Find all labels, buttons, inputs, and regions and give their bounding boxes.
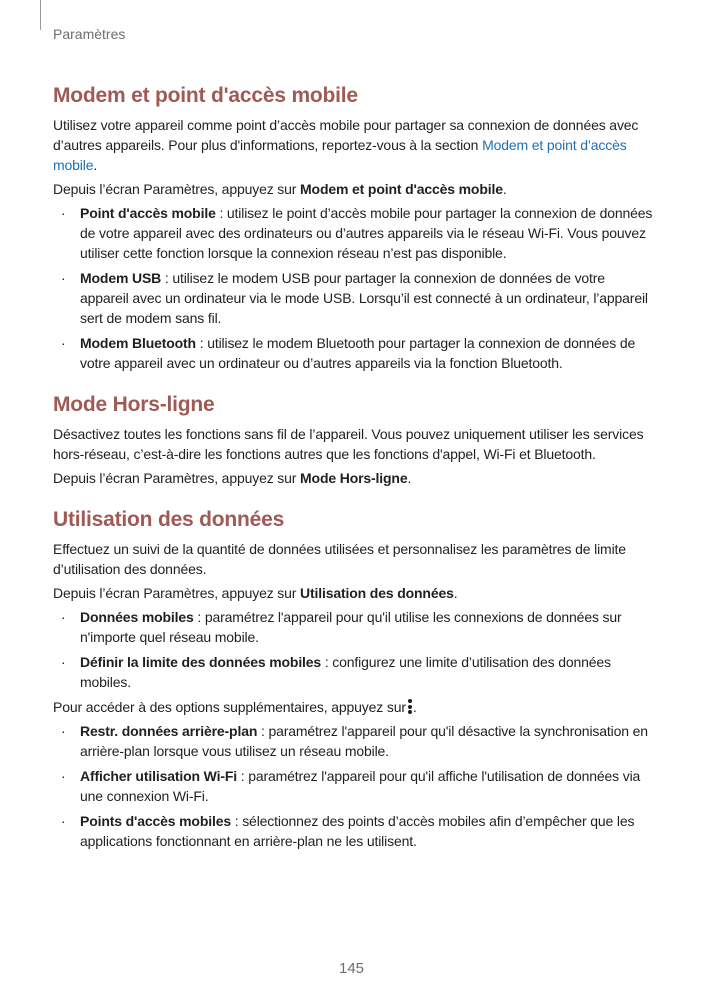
modem-section-link[interactable]: Modem et point d’accès mobile: [53, 137, 627, 173]
more-options-icon: [408, 699, 412, 714]
offline-path-target: Mode Hors-ligne: [300, 470, 408, 486]
data-usage-options-list: [53, 607, 653, 692]
more-options-text: Pour accéder à des options supplémentaires, appuyez sur .: [53, 699, 417, 715]
heading-modem: Modem et point d'accès mobile: [53, 84, 358, 107]
bullet-icon: ·: [61, 335, 66, 351]
bullet-icon: ·: [61, 270, 66, 286]
bullet-icon: ·: [61, 768, 66, 784]
list-item: · Définir la limite des données mobiles : configurez une limite d’utilisation des données mobiles.: [61, 654, 611, 690]
modem-options-list: [53, 203, 653, 373]
bullet-icon: ·: [61, 723, 66, 739]
offline-path: Depuis l’écran Paramètres, appuyez sur Mode Hors-ligne.: [53, 470, 412, 486]
page-content: [53, 84, 653, 856]
list-item: · Modem USB : utilisez le modem USB pour partager la connexion de données de votre appareil avec un ordinateur via le mode USB. Lorsqu’il est connecté à un ordinateur, l’appareil sert de modem sans fil.: [61, 270, 648, 326]
data-usage-path: Depuis l’écran Paramètres, appuyez sur Utilisation des données.: [53, 585, 458, 601]
more-options-list: [53, 721, 653, 851]
data-usage-intro: Effectuez un suivi de la quantité de données utilisées et personnalisez les paramètres de limite d’utilisation des données.: [53, 541, 626, 577]
list-item: · Point d'accès mobile : utilisez le point d’accès mobile pour partager la connexion de données de votre appareil avec des ordinateurs ou d’autres appareils via le réseau Wi-Fi. Vous pouvez utiliser cette fonction lorsque la connexion réseau n’est pas disponible.: [61, 205, 653, 261]
list-item: · Afficher utilisation Wi-Fi : paramétrez l'appareil pour qu'il affiche l'utilisation de données via une connexion Wi-Fi.: [61, 768, 641, 804]
list-item: · Modem Bluetooth : utilisez le modem Bluetooth pour partager la connexion de données de votre appareil avec un ordinateur ou d’autres appareils via la fonction Bluetooth.: [61, 335, 636, 371]
list-item: · Restr. données arrière-plan : paramétrez l'appareil pour qu'il désactive la synchronisation en arrière-plan lorsque vous utilisez un réseau mobile.: [61, 723, 648, 759]
heading-offline: Mode Hors-ligne: [53, 393, 215, 416]
modem-intro: Utilisez votre appareil comme point d’accès mobile pour partager sa connexion de données avec d’autres appareils. Pour plus d'informations, reportez-vous à la section Modem et point d’accès mobile.: [53, 117, 639, 173]
heading-data-usage: Utilisation des données: [53, 508, 285, 531]
bullet-icon: ·: [61, 609, 66, 625]
modem-path: Depuis l’écran Paramètres, appuyez sur Modem et point d'accès mobile.: [53, 181, 507, 197]
bullet-icon: ·: [61, 654, 66, 670]
data-usage-path-target: Utilisation des données: [300, 585, 454, 601]
list-item: · Points d'accès mobiles : sélectionnez des points d’accès mobiles afin d’empêcher que les applications fonctionnant en arrière-plan ne les utilisent.: [61, 813, 635, 849]
bullet-icon: ·: [61, 813, 66, 829]
modem-path-target: Modem et point d'accès mobile: [300, 181, 503, 197]
page-number: 145: [338, 960, 365, 977]
list-item: · Données mobiles : paramétrez l'appareil pour qu'il utilise les connexions de données sur n'importe quel réseau mobile.: [61, 609, 622, 645]
running-header: Paramètres: [53, 26, 126, 42]
bullet-icon: ·: [61, 205, 66, 221]
offline-intro: Désactivez toutes les fonctions sans fil de l’appareil. Vous pouvez uniquement utiliser les services hors-réseau, c’est-à-dire les fonctions autres que les fonctions d'appel, Wi-Fi et Bluetooth.: [53, 426, 644, 462]
header-rule: [40, 0, 41, 30]
